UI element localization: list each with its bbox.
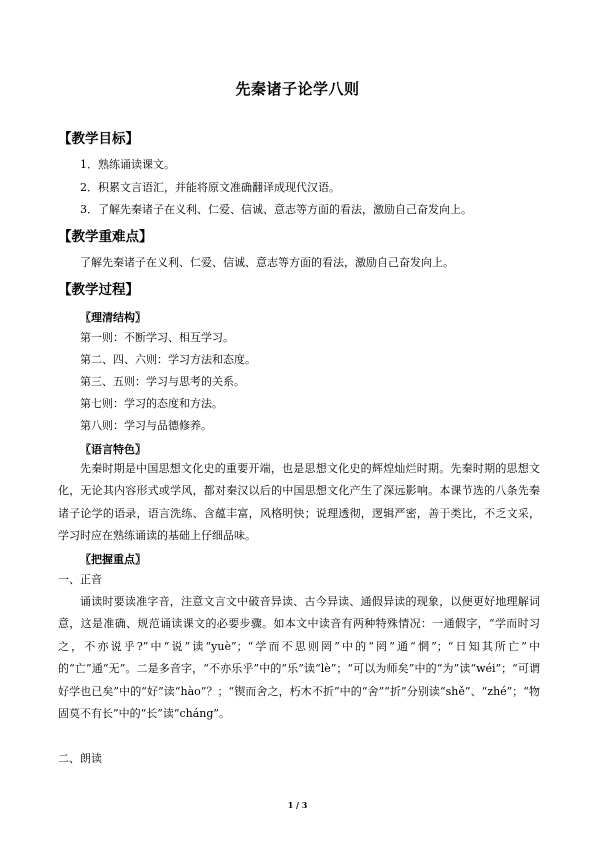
key-points-text: 了解先秦诸子在义利、仁爱、信诚、意志等方面的看法，激励自己奋发向上。 [80, 256, 454, 269]
objective-item-3: 3．了解先秦诸子在义利、仁爱、信诚、意志等方面的看法，激励自己奋发向上。 [80, 203, 472, 216]
structure-item-3: 第三、五则：学习与思考的关系。 [80, 375, 245, 388]
objective-item-2: 2．积累文言语汇，并能将原文准确翻译成现代汉语。 [80, 181, 340, 194]
page-title: 先秦诸子论学八则 [235, 80, 360, 98]
language-heading: 〖语言特色〗 [80, 443, 146, 456]
objectives-heading: 【教学目标】 [58, 131, 139, 147]
objective-item-1: 1．熟练诵读课文。 [80, 158, 175, 171]
focus-part1-paragraph: 诵读时要读准字音，注意文言文中破音异读、古今异读、通假异读的现象，以便更好地理解词意，这是准确、规范诵读课文的必要步骤。如本文中读音有两种特殊情况：一通假字，“学而时习之，不亦说乎?”中“说”读“yuè”；“学而不思则罔”中的“罔”通“惘”；“日知其所亡”中的“亡”通“无”。二是多音字，“不亦乐乎”中的“乐”读“lè”；“可以为师矣”中的“为”读“wéi”；“可谓好学也已矣”中的“好”读“hào”？；“锲而舍之，朽木不折”中的“舍”“折”分别读“shě”、“zhé”；“物固莫不有长”中的“长”读“cháng”。 [58, 595, 540, 721]
structure-heading: 〖理清结构〗 [80, 311, 146, 324]
focus-part1-heading: 一、正音 [58, 573, 102, 586]
structure-item-5: 第八则：学习与品德修养。 [80, 419, 212, 432]
structure-item-2: 第二、四、六则：学习方法和态度。 [80, 353, 256, 366]
language-paragraph: 先秦时期是中国思想文化史的重要开端，也是思想文化史的辉煌灿烂时期。先秦时期的思想文化，无论其内容形式或学风，都对秦汉以后的中国思想文化产生了深远影响。本课节选的八条先秦诸子论学的语录，语言洗练、含蕴丰富，风格明快；说理透彻，逻辑严密，善于类比，不乏文采，学习时应在熟练诵读的基础上仔细品味。 [58, 462, 540, 543]
page-number: 1 / 3 [287, 800, 308, 810]
structure-item-1: 第一则：不断学习、相互学习。 [80, 331, 234, 344]
process-heading: 【教学过程】 [58, 282, 139, 298]
focus-heading: 〖把握重点〗 [80, 553, 146, 566]
key-points-heading: 【教学重难点】 [58, 229, 153, 245]
focus-part2-heading: 二、朗读 [58, 752, 102, 765]
structure-item-4: 第七则：学习的态度和方法。 [80, 397, 223, 410]
